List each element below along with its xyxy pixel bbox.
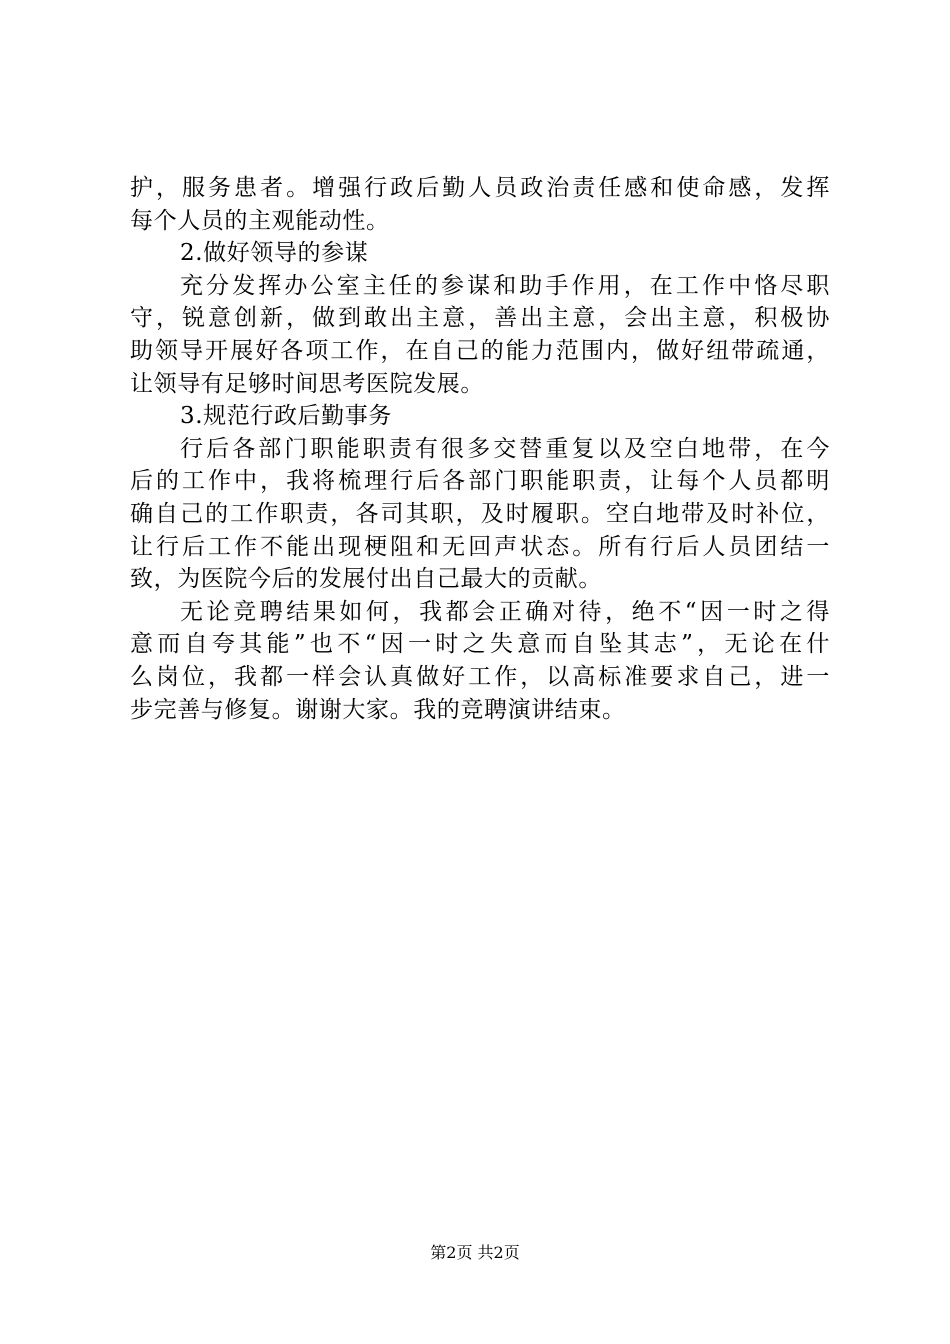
text-line: 确自己的工作职责，各司其职，及时履职。空白地带及时补位， bbox=[130, 500, 830, 527]
text-line: 意而自夸其能”也不“因一时之失意而自坠其志”，无论在什 bbox=[130, 631, 830, 658]
text-line: 让行后工作不能出现梗阻和无回声状态。所有行后人员团结一 bbox=[130, 533, 830, 560]
text-line: 3.规范行政后勤事务 bbox=[180, 403, 392, 430]
text-line: 步完善与修复。谢谢大家。我的竞聘演讲结束。 bbox=[130, 696, 626, 723]
text-line: 助领导开展好各项工作，在自己的能力范围内，做好纽带疏通， bbox=[130, 337, 830, 364]
text-line: 充分发挥办公室主任的参谋和助手作用，在工作中恪尽职 bbox=[180, 272, 830, 299]
text-line: 2.做好领导的参谋 bbox=[180, 240, 369, 267]
text-line: 行后各部门职能职责有很多交替重复以及空白地带，在今 bbox=[180, 435, 830, 462]
text-line: 让领导有足够时间思考医院发展。 bbox=[130, 370, 484, 397]
text-line: 后的工作中，我将梳理行后各部门职能职责，让每个人员都明 bbox=[130, 468, 830, 495]
text-line: 么岗位，我都一样会认真做好工作，以高标准要求自己，进一 bbox=[130, 663, 830, 690]
text-line: 每个人员的主观能动性。 bbox=[130, 207, 390, 234]
document-body bbox=[130, 172, 830, 726]
text-line: 守，锐意创新，做到敢出主意，善出主意，会出主意，积极协 bbox=[130, 305, 830, 332]
text-line: 致，为医院今后的发展付出自己最大的贡献。 bbox=[130, 566, 602, 593]
text-line: 护，服务患者。增强行政后勤人员政治责任感和使命感，发挥 bbox=[130, 175, 830, 201]
text-line: 无论竞聘结果如何，我都会正确对待，绝不“因一时之得 bbox=[180, 598, 830, 625]
page-footer: 第2页 共2页 bbox=[430, 1243, 520, 1262]
